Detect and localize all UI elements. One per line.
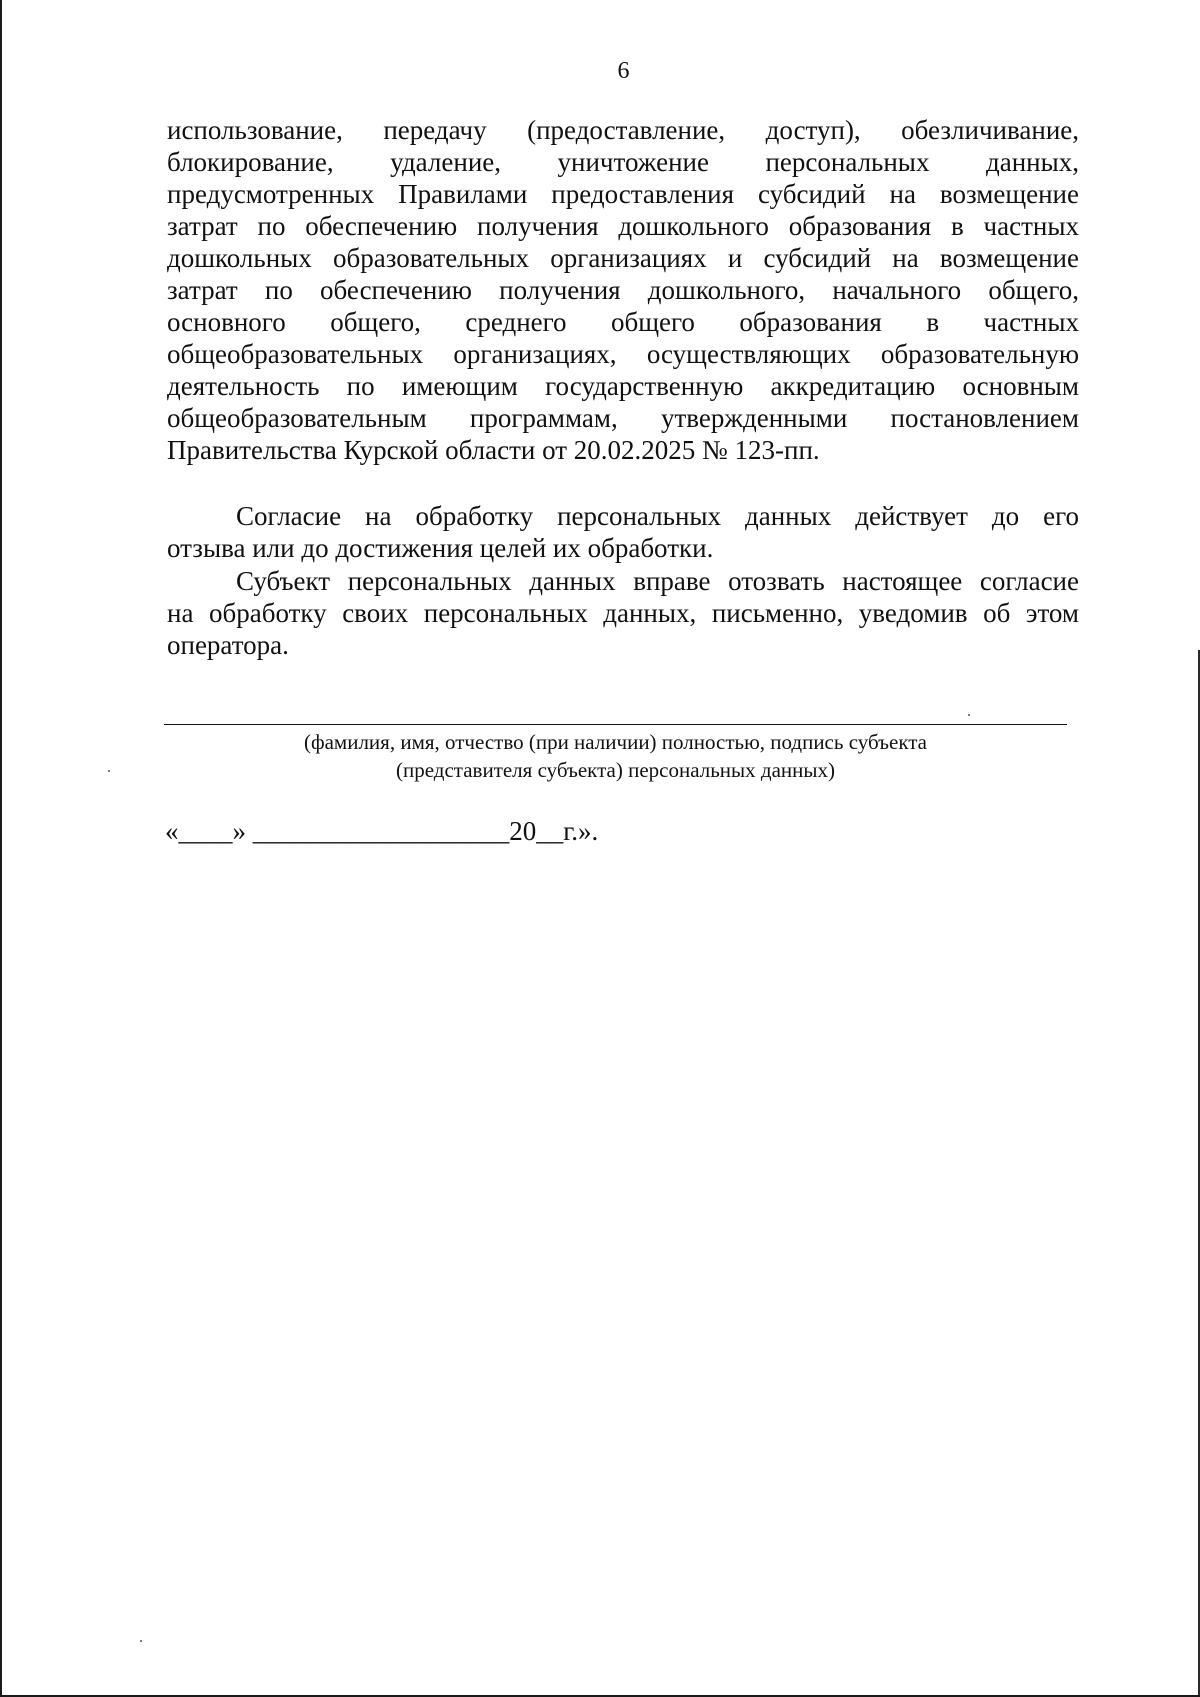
text-line: основного общего, среднего общего образования в частных [167, 307, 1079, 337]
text-line: Правительства Курской области от 20.02.2025 № 123-пп. [167, 435, 820, 465]
text-line: оператора. [167, 630, 289, 660]
date-field[interactable]: «____» ___________________20__г.». [165, 816, 599, 846]
caption-line: (представителя субъекта) персональных данных) [396, 758, 835, 782]
scan-speck [140, 1640, 142, 1642]
caption-line: (фамилия, имя, отчество (при наличии) полностью, подпись субъекта [304, 730, 927, 754]
text-line: затрат по обеспечению получения дошкольного образования в частных [167, 211, 1079, 241]
text-line: деятельность по имеющим государственную аккредитацию основным [167, 371, 1079, 401]
text-line: на обработку своих персональных данных, письменно, уведомив об этом [167, 598, 1079, 628]
signature-caption [164, 728, 1067, 784]
scan-speck [108, 770, 110, 772]
text-line: блокирование, удаление, уничтожение персональных данных, [167, 147, 1079, 177]
text-line: отзыва или до достижения целей их обработки. [167, 533, 714, 563]
text-line: использование, передачу (предоставление, доступ), обезличивание, [167, 115, 1079, 145]
page-number: 6 [617, 58, 630, 84]
scan-speck [968, 714, 970, 716]
text-line: дошкольных образовательных организациях и субсидий на возмещение [167, 243, 1079, 273]
text-line: общеобразовательных организациях, осуществляющих образовательную [167, 339, 1079, 369]
scan-edge-left [0, 0, 2, 1697]
paragraph-consent-validity [167, 500, 1079, 564]
signature-line[interactable] [164, 724, 1067, 725]
text-line: предусмотренных Правилами предоставления субсидий на возмещение [167, 179, 1079, 209]
paragraph-consent-actions [167, 114, 1079, 466]
paragraph-consent-withdrawal [167, 565, 1079, 661]
text-line: общеобразовательным программам, утвержденными постановлением [167, 403, 1079, 433]
text-line: Субъект персональных данных вправе отозвать настоящее согласие [236, 566, 1079, 596]
text-line: затрат по обеспечению получения дошкольного, начального общего, [167, 275, 1079, 305]
text-line: Согласие на обработку персональных данных действует до его [236, 501, 1079, 531]
